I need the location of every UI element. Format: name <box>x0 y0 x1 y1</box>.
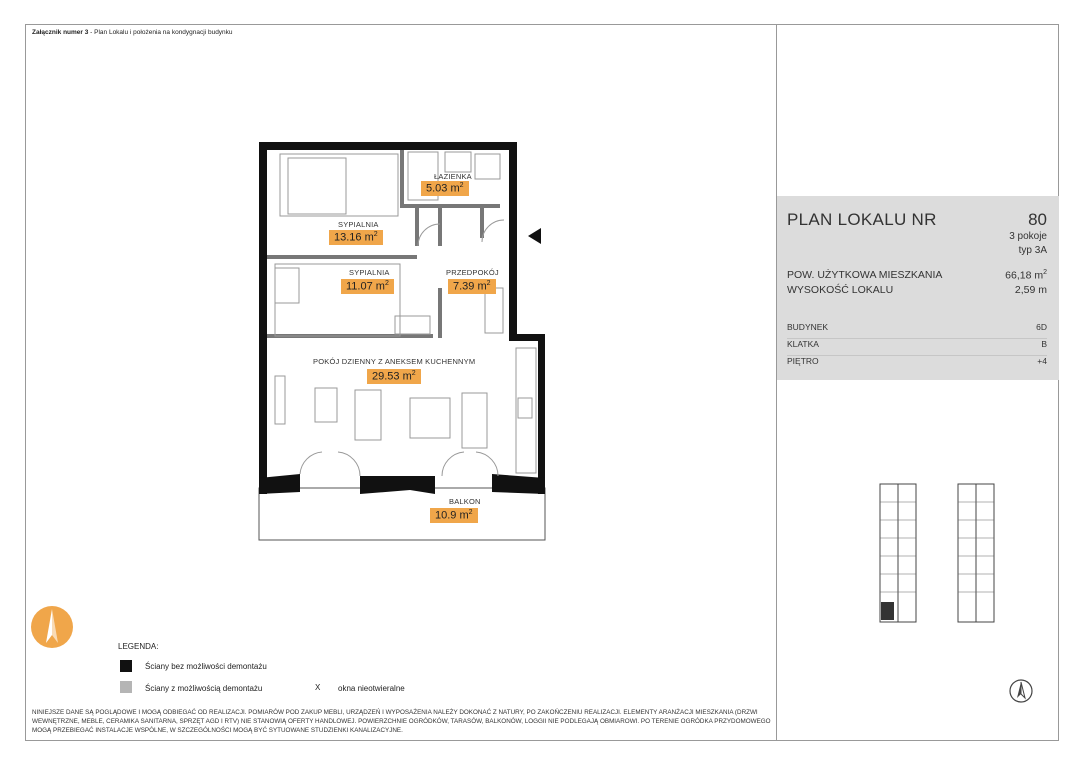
north-arrow-icon <box>1008 678 1034 704</box>
detail-row-floor: PIĘTRO +4 <box>787 356 1047 366</box>
bedroom1-name: SYPIALNIA <box>338 220 379 229</box>
detail-row-staircase: KLATKA B <box>787 339 1047 356</box>
bedroom2-area: 11.07 $m^2$ <box>341 279 394 294</box>
column-divider <box>776 24 777 741</box>
plan-title: PLAN LOKALU NR <box>787 210 937 229</box>
apartment-number: 80 <box>1028 210 1047 229</box>
floor-plan <box>250 138 550 542</box>
bedroom1-area: 13.16 $m^2$ <box>329 230 383 245</box>
living-area: 29.53 $m^2$ <box>367 369 421 384</box>
attachment-header: Załącznik numer 3 - Plan Lokalu i położenia na kondygnacji budynku <box>32 29 233 36</box>
bathroom-name: ŁAZIENKA <box>434 172 472 181</box>
usable-area-row: POW. UŻYTKOWA MIESZKANIA 66,18 $m^2$ <box>787 269 1047 282</box>
highlighted-unit <box>881 602 894 620</box>
apartment-info-panel <box>777 196 1059 380</box>
legend-windows-fixed: okna nieotwieralne <box>338 684 405 693</box>
orientation-icon <box>30 605 74 649</box>
balcony-outline <box>259 488 545 540</box>
room-count: 3 pokoje <box>1009 231 1047 242</box>
disclaimer-text: NINIEJSZE DANE SĄ POGLĄDOWE I MOGĄ ODBIEGAĆ OD REALIZACJI. POMIARÓW POD ZAKUP MEBLI, URZĄDZEŃ I WYPOSAŻENIA NALEŻY DOKONAĆ Z NATURY, PO ZAKOŃCZENIU REALIZACJI. ELEMENTY ARANŻACJI MIESZKANIA (DRZWI WEWNĘTRZNE, MEBLE, CERAMIKA SANITARNA, SPRZĘT AGD I RTV) NIE STANOWIĄ OFERTY HANDLOWEJ. POWIERZCHNIE OGRÓDKÓW, TARASÓW, BALKONÓW, LOGGII NIE PODLEGAJĄ OBMIAROWI. PO TERENIE OGRÓDKA PRZYDOMOWEGO MOGĄ PRZEBIEGAĆ INSTALACJE WSPÓLNE, W SZCZEGÓLNOŚCI MOGĄ BYĆ SYTUOWANE STUDZIENKI KANALIZACYJNE. <box>32 709 771 734</box>
hall-area: 7.39 $m^2$ <box>448 279 496 294</box>
bedroom2-name: SYPIALNIA <box>349 268 390 277</box>
legend-swatch-fixed <box>120 660 132 672</box>
legend-swatch-removable <box>120 681 132 693</box>
detail-row-building: BUDYNEK 6D <box>787 322 1047 339</box>
building-key-plan <box>872 480 1002 626</box>
hall-name: PRZEDPOKÓJ <box>446 268 499 277</box>
balcony-name: BALKON <box>449 497 481 506</box>
balcony-area: 10.9 $m^2$ <box>430 508 478 523</box>
legend-walls-fixed: Ściany bez możliwości demontażu <box>145 662 267 671</box>
living-name: POKÓJ DZIENNY Z ANEKSEM KUCHENNYM <box>313 357 476 366</box>
legend-walls-removable: Ściany z możliwością demontażu <box>145 684 263 693</box>
bathroom-area: 5.03 $m^2$ <box>421 181 469 196</box>
entrance-arrow-icon <box>528 228 542 244</box>
furniture <box>275 152 536 476</box>
legend-window-marker: X <box>315 683 321 692</box>
legend-title: LEGENDA: <box>118 642 159 651</box>
height-row: WYSOKOŚĆ LOKALU 2,59 m <box>787 284 1047 296</box>
apartment-type: typ 3A <box>1018 245 1047 256</box>
